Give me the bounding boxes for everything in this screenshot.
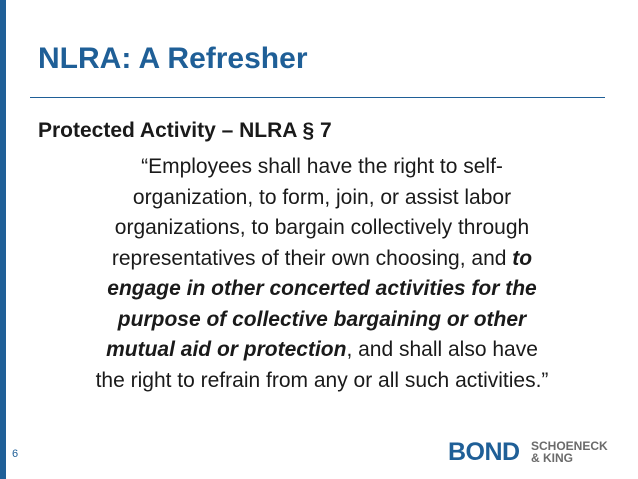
quote-line: “Employees shall have the right to self-: [141, 155, 503, 178]
slide-subtitle: Protected Activity – NLRA § 7: [38, 119, 332, 142]
slide-title: NLRA: A Refresher: [38, 42, 308, 75]
quote-line: mutual aid or protection, and shall also have: [106, 338, 538, 361]
emphasis-text: engage in other concerted activities for the: [107, 277, 537, 300]
emphasis-text: to: [512, 246, 533, 270]
title-divider: [30, 97, 605, 98]
quote-line: [30, 274, 614, 305]
logo-firm-name: SCHOENECK & KING: [531, 439, 608, 465]
emphasis-text: purpose of collective bargaining or other: [117, 307, 527, 331]
quote-line: the right to refrain from any or all such activities.”: [95, 368, 549, 392]
left-accent-bar: [0, 0, 6, 479]
quote-line: organization, to form, join, or assist labor: [132, 185, 512, 209]
firm-logo: [448, 437, 608, 467]
quote-line: organizations, to bargain collectively through: [114, 216, 530, 239]
logo-bond-text: BOND: [448, 438, 520, 466]
quote-line: [30, 305, 614, 336]
quote-line: representatives of their own choosing, and to: [111, 246, 533, 270]
emphasis-text: mutual aid or protection: [106, 338, 347, 361]
page-number: 6: [12, 448, 19, 460]
statute-quote: [30, 152, 614, 396]
